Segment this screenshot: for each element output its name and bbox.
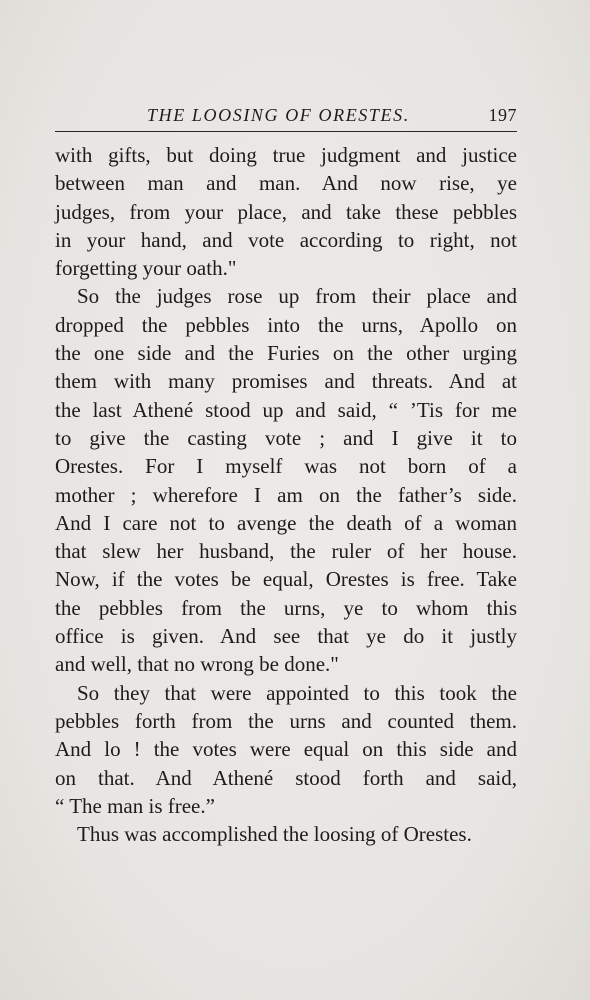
text-line: with gifts, but doing true judgment and justice (55, 143, 517, 167)
text-line: Orestes. For I myself was not born of a (55, 454, 517, 479)
paragraph (55, 679, 517, 820)
text-line: judges, from your place, and take these pebbles (55, 199, 517, 224)
text-line: And I care not to avenge the death of a woman (55, 510, 517, 535)
page-number: 197 (488, 105, 517, 125)
paragraph (55, 282, 517, 678)
running-header (55, 104, 517, 130)
text-line: and well, that no wrong be done." (55, 652, 339, 677)
text-line: And lo ! the votes were equal on this side and (55, 737, 517, 762)
text-line: Now, if the votes be equal, Orestes is free. Take (55, 567, 517, 592)
text-line: Thus was accomplished the loosing of Orestes. (77, 822, 472, 847)
text-line: the one side and the Furies on the other urging (55, 341, 517, 366)
text-line: to give the casting vote ; and I give it to (55, 425, 517, 450)
text-line: dropped the pebbles into the urns, Apollo on (55, 312, 517, 337)
paragraph (55, 141, 517, 282)
body-text (55, 141, 517, 848)
text-line: “ The man is free.” (55, 793, 215, 818)
text-line: on that. And Athené stood forth and said, (55, 765, 517, 790)
paragraph (55, 820, 517, 848)
text-line: forgetting your oath." (55, 256, 237, 281)
header-rule (55, 131, 517, 132)
text-line: that slew her husband, the ruler of her house. (55, 539, 517, 564)
text-line: So the judges rose up from their place and (77, 284, 517, 309)
text-line: between man and man. And now rise, ye (55, 171, 517, 196)
text-line: the last Athené stood up and said, “ ’Tis for me (55, 397, 517, 422)
text-line: in your hand, and vote according to right, not (55, 227, 517, 252)
text-line: them with many promises and threats. And at (55, 369, 517, 394)
text-line: the pebbles from the urns, ye to whom this (55, 595, 517, 620)
text-line: pebbles forth from the urns and counted them. (55, 708, 517, 733)
text-line: mother ; wherefore I am on the father’s side. (55, 482, 517, 507)
text-line: So they that were appointed to this took the (77, 680, 517, 705)
text-line: office is given. And see that ye do it justly (55, 624, 517, 649)
running-title: THE LOOSING OF ORESTES. (147, 105, 410, 125)
